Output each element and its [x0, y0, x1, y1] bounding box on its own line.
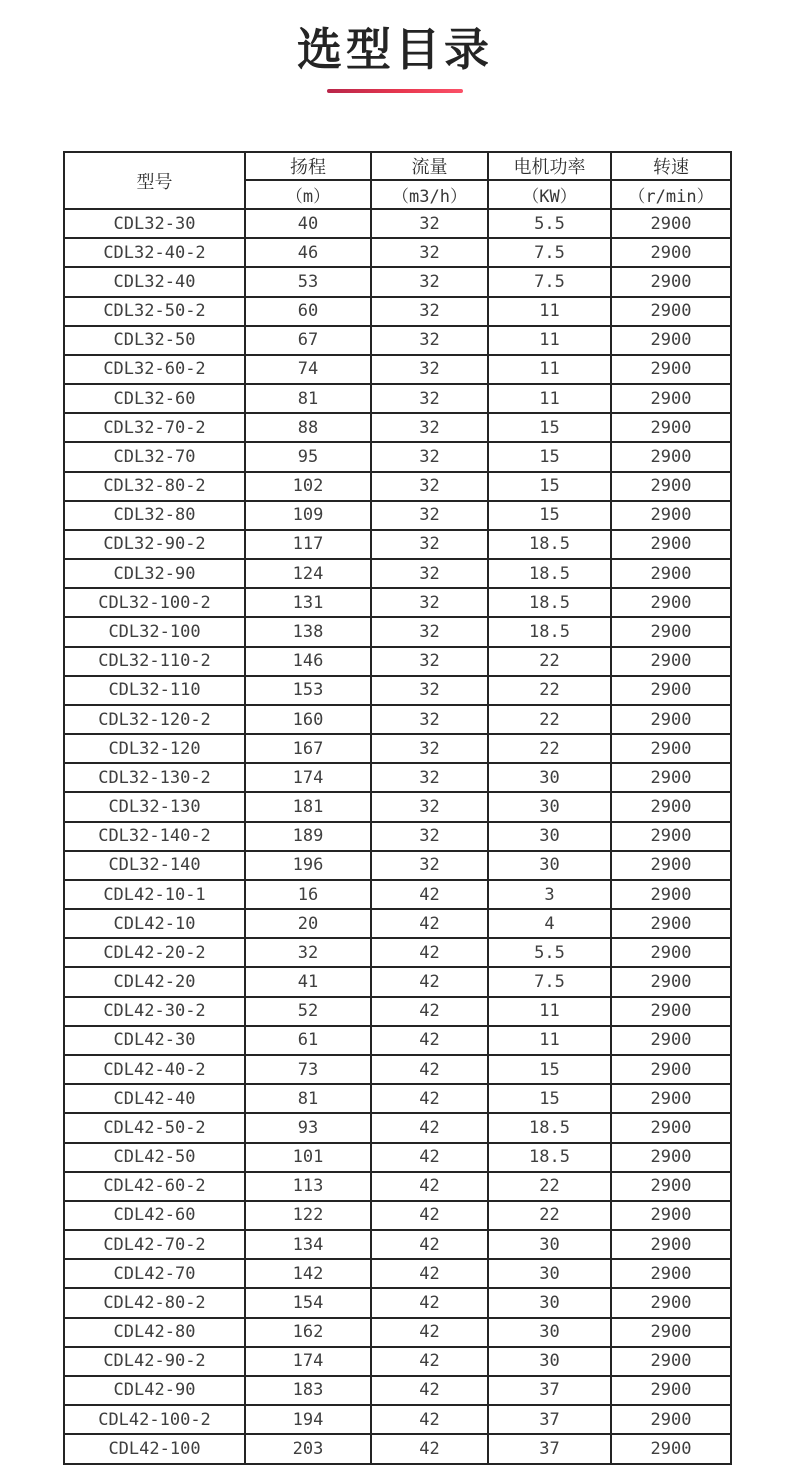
- cell-power: 30: [488, 822, 611, 851]
- cell-speed: 2900: [611, 1113, 731, 1142]
- cell-speed: 2900: [611, 851, 731, 880]
- cell-speed: 2900: [611, 967, 731, 996]
- table-row: [64, 1259, 731, 1288]
- cell-flow: 42: [371, 1318, 488, 1347]
- cell-head: 32: [245, 938, 371, 967]
- cell-model: CDL32-80: [64, 501, 245, 530]
- cell-head: 174: [245, 1347, 371, 1376]
- cell-model: CDL42-70: [64, 1259, 245, 1288]
- cell-flow: 32: [371, 238, 488, 267]
- table-row: [64, 326, 731, 355]
- cell-flow: 42: [371, 967, 488, 996]
- table-row: [64, 209, 731, 238]
- cell-head: 20: [245, 909, 371, 938]
- cell-power: 7.5: [488, 267, 611, 296]
- cell-flow: 42: [371, 938, 488, 967]
- cell-speed: 2900: [611, 909, 731, 938]
- header-col-unit: （KW）: [488, 180, 611, 209]
- cell-model: CDL32-70: [64, 442, 245, 471]
- cell-model: CDL32-120: [64, 734, 245, 763]
- table-row: [64, 647, 731, 676]
- cell-model: CDL42-50: [64, 1143, 245, 1172]
- cell-power: 15: [488, 501, 611, 530]
- cell-speed: 2900: [611, 734, 731, 763]
- cell-model: CDL32-40-2: [64, 238, 245, 267]
- table-row: [64, 1084, 731, 1113]
- cell-model: CDL32-140: [64, 851, 245, 880]
- cell-model: CDL32-40: [64, 267, 245, 296]
- cell-power: 37: [488, 1376, 611, 1405]
- cell-speed: 2900: [611, 442, 731, 471]
- table-row: [64, 851, 731, 880]
- cell-head: 154: [245, 1288, 371, 1317]
- cell-speed: 2900: [611, 209, 731, 238]
- cell-head: 142: [245, 1259, 371, 1288]
- cell-head: 67: [245, 326, 371, 355]
- cell-flow: 42: [371, 1172, 488, 1201]
- cell-model: CDL42-90-2: [64, 1347, 245, 1376]
- cell-head: 81: [245, 1084, 371, 1113]
- cell-power: 22: [488, 676, 611, 705]
- cell-model: CDL32-120-2: [64, 705, 245, 734]
- cell-model: CDL42-90: [64, 1376, 245, 1405]
- cell-power: 30: [488, 1230, 611, 1259]
- cell-flow: 42: [371, 1347, 488, 1376]
- table-row: [64, 763, 731, 792]
- header-col-unit: （r/min）: [611, 180, 731, 209]
- cell-flow: 42: [371, 880, 488, 909]
- table-header: [64, 152, 731, 209]
- cell-power: 18.5: [488, 1113, 611, 1142]
- cell-model: CDL42-80-2: [64, 1288, 245, 1317]
- cell-speed: 2900: [611, 297, 731, 326]
- cell-flow: 32: [371, 705, 488, 734]
- cell-head: 146: [245, 647, 371, 676]
- cell-speed: 2900: [611, 559, 731, 588]
- cell-head: 88: [245, 413, 371, 442]
- cell-power: 7.5: [488, 967, 611, 996]
- cell-head: 160: [245, 705, 371, 734]
- table-row: [64, 238, 731, 267]
- cell-head: 113: [245, 1172, 371, 1201]
- table-row: [64, 1434, 731, 1464]
- cell-head: 52: [245, 997, 371, 1026]
- header-col-unit: （m）: [245, 180, 371, 209]
- cell-flow: 32: [371, 734, 488, 763]
- cell-speed: 2900: [611, 997, 731, 1026]
- table-row: [64, 501, 731, 530]
- cell-flow: 32: [371, 588, 488, 617]
- cell-speed: 2900: [611, 676, 731, 705]
- table-row: [64, 822, 731, 851]
- cell-flow: 32: [371, 413, 488, 442]
- cell-speed: 2900: [611, 617, 731, 646]
- cell-speed: 2900: [611, 705, 731, 734]
- cell-power: 15: [488, 472, 611, 501]
- cell-head: 196: [245, 851, 371, 880]
- cell-power: 37: [488, 1434, 611, 1464]
- cell-head: 53: [245, 267, 371, 296]
- cell-model: CDL32-140-2: [64, 822, 245, 851]
- cell-power: 4: [488, 909, 611, 938]
- cell-power: 22: [488, 1201, 611, 1230]
- cell-model: CDL32-110-2: [64, 647, 245, 676]
- cell-flow: 42: [371, 1288, 488, 1317]
- table-row: [64, 472, 731, 501]
- cell-speed: 2900: [611, 1434, 731, 1464]
- cell-power: 11: [488, 997, 611, 1026]
- cell-speed: 2900: [611, 1318, 731, 1347]
- cell-model: CDL32-130: [64, 792, 245, 821]
- cell-head: 131: [245, 588, 371, 617]
- cell-speed: 2900: [611, 1376, 731, 1405]
- page-title: 选型目录: [296, 23, 493, 76]
- cell-head: 102: [245, 472, 371, 501]
- cell-flow: 32: [371, 326, 488, 355]
- table-row: [64, 1405, 731, 1434]
- cell-flow: 32: [371, 617, 488, 646]
- cell-model: CDL32-60: [64, 384, 245, 413]
- cell-head: 181: [245, 792, 371, 821]
- cell-flow: 42: [371, 1434, 488, 1464]
- cell-head: 60: [245, 297, 371, 326]
- cell-flow: 42: [371, 1026, 488, 1055]
- header-col-label: 扬程: [245, 152, 371, 180]
- cell-speed: 2900: [611, 238, 731, 267]
- cell-head: 16: [245, 880, 371, 909]
- cell-flow: 32: [371, 559, 488, 588]
- cell-power: 18.5: [488, 617, 611, 646]
- cell-flow: 32: [371, 851, 488, 880]
- cell-head: 46: [245, 238, 371, 267]
- cell-head: 203: [245, 1434, 371, 1464]
- cell-speed: 2900: [611, 530, 731, 559]
- cell-power: 15: [488, 1055, 611, 1084]
- cell-power: 11: [488, 355, 611, 384]
- table-row: [64, 734, 731, 763]
- cell-speed: 2900: [611, 938, 731, 967]
- cell-power: 18.5: [488, 1143, 611, 1172]
- cell-speed: 2900: [611, 355, 731, 384]
- cell-power: 22: [488, 1172, 611, 1201]
- cell-model: CDL42-100: [64, 1434, 245, 1464]
- cell-head: 73: [245, 1055, 371, 1084]
- cell-speed: 2900: [611, 822, 731, 851]
- cell-flow: 42: [371, 1201, 488, 1230]
- cell-head: 153: [245, 676, 371, 705]
- cell-power: 18.5: [488, 588, 611, 617]
- cell-flow: 42: [371, 1055, 488, 1084]
- cell-head: 138: [245, 617, 371, 646]
- cell-speed: 2900: [611, 1288, 731, 1317]
- table-body: [64, 209, 731, 1464]
- cell-model: CDL42-60: [64, 1201, 245, 1230]
- cell-model: CDL32-90: [64, 559, 245, 588]
- cell-power: 30: [488, 1288, 611, 1317]
- cell-speed: 2900: [611, 326, 731, 355]
- cell-flow: 42: [371, 997, 488, 1026]
- cell-model: CDL42-20-2: [64, 938, 245, 967]
- cell-power: 5.5: [488, 938, 611, 967]
- cell-power: 30: [488, 763, 611, 792]
- cell-head: 117: [245, 530, 371, 559]
- cell-power: 3: [488, 880, 611, 909]
- cell-flow: 32: [371, 297, 488, 326]
- table-row: [64, 1113, 731, 1142]
- cell-power: 11: [488, 384, 611, 413]
- cell-flow: 32: [371, 267, 488, 296]
- cell-model: CDL42-30: [64, 1026, 245, 1055]
- cell-flow: 42: [371, 1230, 488, 1259]
- cell-head: 189: [245, 822, 371, 851]
- cell-speed: 2900: [611, 472, 731, 501]
- cell-speed: 2900: [611, 647, 731, 676]
- cell-model: CDL32-30: [64, 209, 245, 238]
- cell-model: CDL42-100-2: [64, 1405, 245, 1434]
- table-row: [64, 588, 731, 617]
- cell-model: CDL42-40: [64, 1084, 245, 1113]
- table-row: [64, 880, 731, 909]
- cell-model: CDL32-130-2: [64, 763, 245, 792]
- cell-model: CDL42-60-2: [64, 1172, 245, 1201]
- header-model: 型号: [64, 152, 245, 209]
- cell-head: 124: [245, 559, 371, 588]
- header-col-label: 转速: [611, 152, 731, 180]
- cell-flow: 32: [371, 763, 488, 792]
- cell-head: 93: [245, 1113, 371, 1142]
- cell-model: CDL32-60-2: [64, 355, 245, 384]
- header-col-label: 流量: [371, 152, 488, 180]
- cell-model: CDL42-20: [64, 967, 245, 996]
- cell-flow: 32: [371, 472, 488, 501]
- header-col-unit: （m3/h）: [371, 180, 488, 209]
- table-row: [64, 1055, 731, 1084]
- table-row: [64, 442, 731, 471]
- pump-selection-table: [63, 151, 732, 1465]
- cell-power: 15: [488, 442, 611, 471]
- cell-head: 40: [245, 209, 371, 238]
- cell-head: 183: [245, 1376, 371, 1405]
- cell-power: 18.5: [488, 559, 611, 588]
- table-row: [64, 267, 731, 296]
- cell-power: 7.5: [488, 238, 611, 267]
- cell-head: 74: [245, 355, 371, 384]
- table-row: [64, 1230, 731, 1259]
- cell-model: CDL32-50: [64, 326, 245, 355]
- cell-speed: 2900: [611, 501, 731, 530]
- cell-head: 81: [245, 384, 371, 413]
- table-row: [64, 967, 731, 996]
- table-row: [64, 297, 731, 326]
- cell-power: 5.5: [488, 209, 611, 238]
- cell-flow: 42: [371, 1113, 488, 1142]
- cell-model: CDL32-100-2: [64, 588, 245, 617]
- cell-power: 22: [488, 705, 611, 734]
- cell-speed: 2900: [611, 384, 731, 413]
- cell-power: 15: [488, 1084, 611, 1113]
- cell-model: CDL32-80-2: [64, 472, 245, 501]
- cell-flow: 42: [371, 1259, 488, 1288]
- cell-model: CDL42-30-2: [64, 997, 245, 1026]
- table-row: [64, 1376, 731, 1405]
- cell-power: 30: [488, 1259, 611, 1288]
- cell-power: 11: [488, 297, 611, 326]
- cell-flow: 42: [371, 1084, 488, 1113]
- table-row: [64, 384, 731, 413]
- table-row: [64, 997, 731, 1026]
- cell-flow: 42: [371, 1376, 488, 1405]
- cell-flow: 32: [371, 384, 488, 413]
- cell-flow: 32: [371, 676, 488, 705]
- cell-speed: 2900: [611, 880, 731, 909]
- cell-flow: 42: [371, 909, 488, 938]
- cell-power: 30: [488, 792, 611, 821]
- cell-head: 167: [245, 734, 371, 763]
- cell-speed: 2900: [611, 792, 731, 821]
- cell-model: CDL42-10: [64, 909, 245, 938]
- table-row: [64, 355, 731, 384]
- cell-speed: 2900: [611, 1405, 731, 1434]
- table-row: [64, 559, 731, 588]
- cell-model: CDL42-40-2: [64, 1055, 245, 1084]
- table-row: [64, 938, 731, 967]
- cell-flow: 32: [371, 209, 488, 238]
- cell-power: 22: [488, 734, 611, 763]
- cell-power: 22: [488, 647, 611, 676]
- cell-flow: 32: [371, 501, 488, 530]
- cell-model: CDL42-10-1: [64, 880, 245, 909]
- cell-speed: 2900: [611, 1230, 731, 1259]
- cell-model: CDL32-70-2: [64, 413, 245, 442]
- table-row: [64, 909, 731, 938]
- cell-speed: 2900: [611, 588, 731, 617]
- table-row: [64, 705, 731, 734]
- cell-power: 18.5: [488, 530, 611, 559]
- cell-head: 101: [245, 1143, 371, 1172]
- cell-flow: 32: [371, 442, 488, 471]
- cell-speed: 2900: [611, 413, 731, 442]
- cell-power: 37: [488, 1405, 611, 1434]
- table-row: [64, 1172, 731, 1201]
- cell-speed: 2900: [611, 1055, 731, 1084]
- cell-flow: 32: [371, 355, 488, 384]
- cell-model: CDL32-100: [64, 617, 245, 646]
- cell-model: CDL42-70-2: [64, 1230, 245, 1259]
- table-row: [64, 1026, 731, 1055]
- cell-head: 122: [245, 1201, 371, 1230]
- cell-model: CDL32-50-2: [64, 297, 245, 326]
- cell-speed: 2900: [611, 1026, 731, 1055]
- table-row: [64, 1288, 731, 1317]
- cell-flow: 42: [371, 1405, 488, 1434]
- cell-speed: 2900: [611, 763, 731, 792]
- table-row: [64, 413, 731, 442]
- cell-model: CDL42-50-2: [64, 1113, 245, 1142]
- cell-power: 30: [488, 1347, 611, 1376]
- cell-speed: 2900: [611, 1143, 731, 1172]
- cell-speed: 2900: [611, 1084, 731, 1113]
- cell-head: 174: [245, 763, 371, 792]
- cell-speed: 2900: [611, 267, 731, 296]
- cell-power: 15: [488, 413, 611, 442]
- cell-speed: 2900: [611, 1259, 731, 1288]
- table-row: [64, 792, 731, 821]
- cell-head: 95: [245, 442, 371, 471]
- table-row: [64, 530, 731, 559]
- cell-flow: 32: [371, 792, 488, 821]
- cell-model: CDL32-90-2: [64, 530, 245, 559]
- cell-flow: 32: [371, 530, 488, 559]
- table-row: [64, 1347, 731, 1376]
- table-row: [64, 676, 731, 705]
- cell-power: 11: [488, 326, 611, 355]
- cell-flow: 42: [371, 1143, 488, 1172]
- cell-speed: 2900: [611, 1347, 731, 1376]
- cell-power: 30: [488, 1318, 611, 1347]
- cell-model: CDL32-110: [64, 676, 245, 705]
- cell-speed: 2900: [611, 1172, 731, 1201]
- cell-power: 30: [488, 851, 611, 880]
- cell-head: 162: [245, 1318, 371, 1347]
- cell-speed: 2900: [611, 1201, 731, 1230]
- table-row: [64, 1201, 731, 1230]
- cell-head: 61: [245, 1026, 371, 1055]
- title-underline: [327, 89, 463, 93]
- cell-head: 194: [245, 1405, 371, 1434]
- cell-model: CDL42-80: [64, 1318, 245, 1347]
- cell-power: 11: [488, 1026, 611, 1055]
- table-row: [64, 1318, 731, 1347]
- table-row: [64, 617, 731, 646]
- cell-head: 41: [245, 967, 371, 996]
- header-col-label: 电机功率: [488, 152, 611, 180]
- cell-flow: 32: [371, 822, 488, 851]
- cell-head: 134: [245, 1230, 371, 1259]
- table-row: [64, 1143, 731, 1172]
- cell-flow: 32: [371, 647, 488, 676]
- selection-table-container: [63, 151, 732, 1465]
- cell-head: 109: [245, 501, 371, 530]
